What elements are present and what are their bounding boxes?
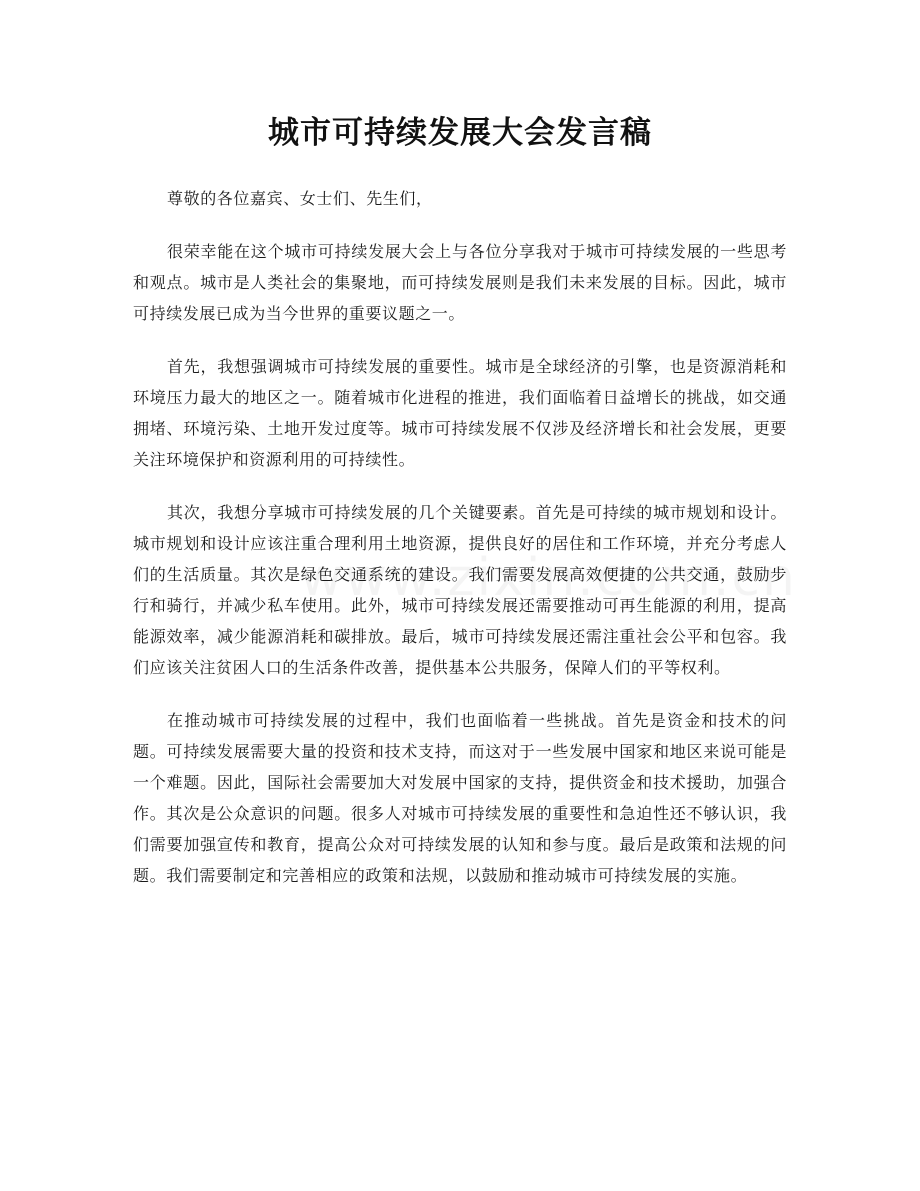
paragraph-salutation: 尊敬的各位嘉宾、女士们、先生们，	[167, 189, 433, 208]
paragraph-challenges: 在推动城市可持续发展的过程中，我们也面临着一些挑战。首先是资金和技术的问题。可持续发展需要大量的投资和技术支持，而这对于一些发展中国家和地区来说可能是一个难题。因此，国际社会需要加大对发展中国家的支持，提供资金和技术援助，加强合作。其次是公众意识的问题。很多人对城市可持续发展的重要性和急迫性还不够认识，我们需要加强宣传和教育，提高公众对可持续发展的认知和参与度。最后是政策和法规的问题。我们需要制定和完善相应的政策和法规，以鼓励和推动城市可持续发展的实施。	[133, 711, 787, 885]
document-title: 城市可持续发展大会发言稿	[268, 115, 652, 151]
paragraph-importance: 首先，我想强调城市可持续发展的重要性。城市是全球经济的引擎，也是资源消耗和环境压力最大的地区之一。随着城市化进程的推进，我们面临着日益增长的挑战，如交通拥堵、环境污染、土地开发过度等。城市可持续发展不仅涉及经济增长和社会发展，更要关注环境保护和资源利用的可持续性。	[133, 357, 787, 469]
paragraph-intro: 很荣幸能在这个城市可持续发展大会上与各位分享我对于城市可持续发展的一些思考和观点。城市是人类社会的集聚地，而可持续发展则是我们未来发展的目标。因此，城市可持续发展已成为当今世界的重要议题之一。	[133, 242, 787, 323]
document-body	[133, 183, 787, 913]
paragraph-key-elements: 其次，我想分享城市可持续发展的几个关键要素。首先是可持续的城市规划和设计。城市规划和设计应该注重合理利用土地资源，提供良好的居住和工作环境，并充分考虑人们的生活质量。其次是绿色交通系统的建设。我们需要发展高效便捷的公共交通，鼓励步行和骑行，并减少私车使用。此外，城市可持续发展还需要推动可再生能源的利用，提高能源效率，减少能源消耗和碳排放。最后，城市可持续发展还需注重社会公平和包容。我们应该关注贫困人口的生活条件改善，提供基本公共服务，保障人们的平等权利。	[133, 503, 787, 677]
